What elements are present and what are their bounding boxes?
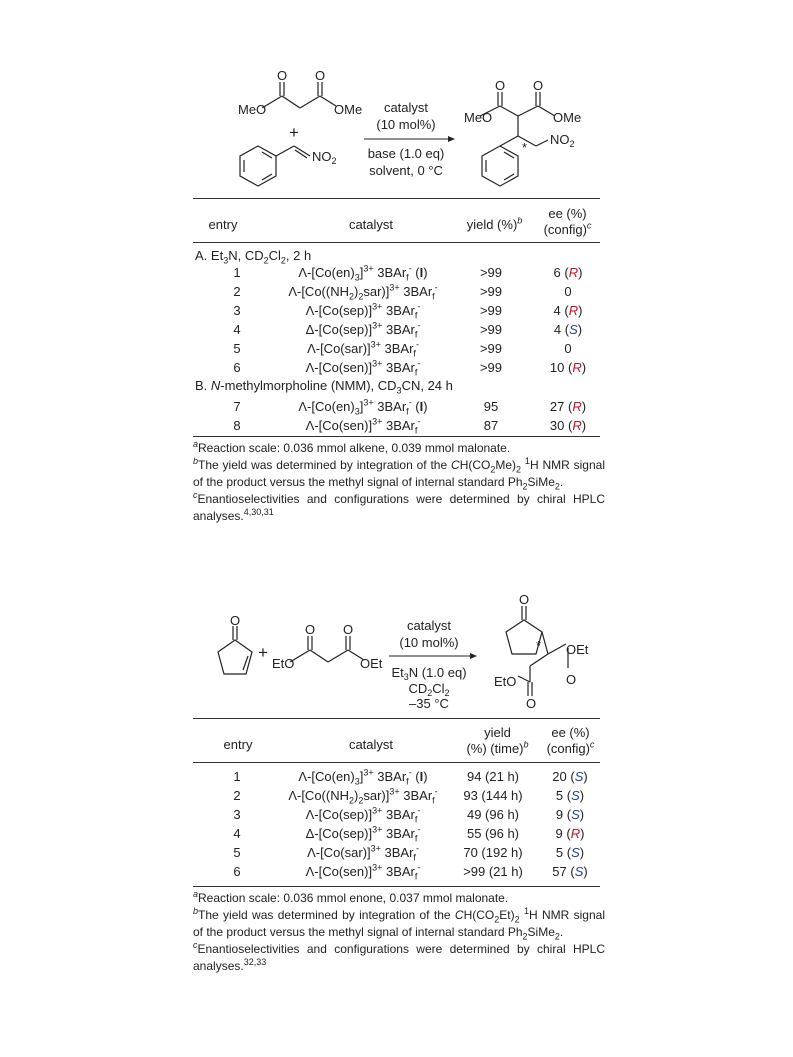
arrow-label-temperature: –35 °C	[409, 696, 449, 711]
cell-yield: >99	[479, 341, 503, 356]
header-time: (%) (time)$^b$	[466, 739, 529, 756]
cell-entry: 4	[233, 826, 241, 841]
cell-entry: 7	[233, 399, 241, 414]
config-label: S	[574, 769, 584, 784]
config-label: S	[569, 322, 578, 337]
table-row	[193, 807, 600, 827]
table-row	[193, 360, 600, 380]
cell-catalyst: $\Lambda-[Co(sen)]^{3+}$ 3BAr$_f$-	[305, 416, 421, 436]
table-rule-top	[193, 198, 600, 199]
header-entry: entry	[208, 217, 238, 232]
carbonyl-o-label: O	[305, 622, 316, 637]
reaction-scheme-1	[0, 60, 793, 200]
ome-label: OMe	[334, 102, 363, 117]
cell-ee: 57 (S)	[552, 864, 588, 879]
cell-entry: 4	[233, 322, 241, 337]
dimethyl-malonate	[262, 82, 336, 108]
table-row	[193, 399, 600, 419]
cell-yield: >99	[479, 303, 503, 318]
stereocenter-star: *	[522, 140, 528, 155]
cell-entry: 6	[233, 360, 241, 375]
config-label: R	[572, 360, 582, 375]
carbonyl-o-label: O	[495, 78, 506, 93]
cell-entry: 3	[233, 303, 241, 318]
nitro-group-label: $NO_2$	[312, 149, 337, 166]
header-config: (config)$^c$	[543, 220, 592, 237]
config-label: R	[572, 399, 582, 414]
diethyl-malonate	[290, 636, 364, 662]
table-row	[193, 322, 600, 342]
header-config: (config)$^c$	[546, 739, 595, 756]
table-rule-bottom	[193, 436, 600, 437]
cell-entry: 2	[233, 788, 241, 803]
cell-yield: 94 (21 h)	[466, 769, 520, 784]
config-label: S	[574, 864, 584, 879]
section-a-conditions: A. $Et_3N$, $CD_2Cl_2$, 2 h	[195, 248, 312, 266]
cell-yield: >99	[479, 265, 503, 280]
config-label: R	[570, 826, 581, 841]
cyclopentenone	[218, 626, 252, 674]
header-ee: ee (%)	[551, 725, 590, 740]
cell-yield: >99	[479, 284, 503, 299]
cell-ee: 0	[564, 284, 572, 299]
cell-entry: 1	[233, 265, 241, 280]
cell-catalyst: $\Lambda-[Co(sep)]^{3+}$ 3BAr$_f$-	[305, 805, 421, 825]
table1-footnotes	[193, 440, 605, 525]
michael-adduct-1	[480, 92, 555, 186]
cell-catalyst: $\Lambda-[Co(sen)]^{3+}$ 3BAr$_f$-	[305, 358, 421, 378]
table-rule-header	[193, 762, 600, 763]
footnote-c: $^c$Enantioselectivities and configurations were determined by chiral HPLC analyses.$^{32,33}$	[193, 940, 605, 973]
table-row	[193, 826, 600, 846]
cell-entry: 2	[233, 284, 241, 299]
cell-entry: 6	[233, 864, 241, 879]
cell-yield: 87	[483, 418, 499, 433]
config-label: S	[571, 788, 580, 803]
cell-yield: 49 (96 h)	[466, 807, 520, 822]
cell-yield: 55 (96 h)	[466, 826, 520, 841]
cell-ee: 20 (S)	[552, 769, 588, 784]
cell-yield: >99 (21 h)	[463, 864, 523, 879]
cell-ee: 27 (R)	[549, 399, 587, 414]
cell-catalyst: $\Delta-[Co(sep)]^{3+}$ 3BAr$_f$-	[305, 320, 421, 340]
cell-ee: 4 (S)	[553, 322, 583, 337]
eto-label: EtO	[272, 656, 295, 671]
stereocenter-star: *	[536, 638, 542, 653]
carbonyl-o-label: O	[526, 696, 537, 711]
table-row	[193, 341, 600, 361]
cell-yield: 95	[483, 399, 499, 414]
meo-label: MeO	[464, 110, 493, 125]
carbonyl-o-label: O	[533, 78, 544, 93]
reaction-scheme-2	[0, 592, 793, 717]
cell-catalyst: $\Lambda-[Co(sen)]^{3+}$ 3BAr$_f$-	[305, 862, 421, 882]
footnote-a: $^a$Reaction scale: 0.036 mmol alkene, 0.039 mmol malonate.	[193, 439, 511, 455]
arrow-label-base: base (1.0 eq)	[367, 146, 445, 161]
cell-ee: 5 (S)	[555, 845, 585, 860]
section-b-conditions: B. N-methylmorpholine (NMM), $CD_3CN$, 24 h	[195, 378, 453, 396]
header-catalyst: catalyst	[348, 737, 394, 752]
cell-catalyst: $\Lambda-[Co(en)_3]^{3+}$ 3BAr$_f$- (I)	[298, 397, 428, 417]
table-row	[193, 284, 600, 304]
arrow-head	[470, 653, 477, 659]
cell-catalyst: $\Lambda-[Co(sar)]^{3+}$ 3BAr$_f$-	[307, 843, 419, 863]
table-row	[193, 303, 600, 323]
oet-label: OEt	[360, 656, 383, 671]
arrow-label-solvent: solvent, 0 °C	[369, 163, 443, 178]
cell-catalyst: $\Delta-[Co(sep)]^{3+}$ 3BAr$_f$-	[305, 824, 421, 844]
carbonyl-o-label: O	[566, 672, 577, 687]
cell-yield: >99	[479, 360, 503, 375]
arrow-label-base: $Et_3N$ (1.0 eq)	[391, 665, 467, 682]
cell-yield: 93 (144 h)	[463, 788, 523, 803]
cell-ee: 6 (R)	[553, 265, 583, 280]
carbonyl-o-label: O	[230, 613, 241, 628]
footnote-c: $^c$Enantioselectivities and configurations were determined by chiral HPLC analyses.$^{4,30,31}$	[193, 490, 605, 523]
header-ee: ee (%)	[548, 206, 587, 221]
cell-yield: 70 (192 h)	[463, 845, 523, 860]
cell-entry: 5	[233, 341, 241, 356]
header-entry: entry	[223, 737, 253, 752]
table-row	[193, 788, 600, 808]
config-label: R	[568, 303, 579, 318]
carbonyl-o-label: O	[343, 622, 354, 637]
table-rule-header	[193, 242, 600, 243]
header-yield: yield (%)$^b$	[466, 215, 523, 232]
table-rule-bottom	[193, 886, 600, 887]
table-row	[193, 418, 600, 438]
cell-ee: 5 (S)	[555, 788, 585, 803]
footnote-b: $^b$The yield was determined by integration of the $CH(CO_2Me)_2$ $^1$H NMR signal of the product versus the methyl signal of internal standard $Ph_2SiMe_2$.	[193, 456, 605, 492]
arrow-label-catalyst: catalyst	[406, 618, 452, 633]
header-yield: yield	[484, 725, 511, 740]
ome-label: OMe	[553, 110, 582, 125]
arrow-label-loading: (10 mol%)	[399, 635, 459, 650]
config-label: R	[568, 265, 579, 280]
cell-ee: 4 (R)	[553, 303, 583, 318]
cell-catalyst: $\Lambda-[Co((NH_2)_2sar)]^{3+}$ 3BAr$_f$-	[288, 282, 438, 302]
arrow-label-solvent: $CD_2Cl_2$	[408, 681, 450, 698]
cell-ee: 9 (R)	[555, 826, 585, 841]
cell-catalyst: $\Lambda-[Co(en)_3]^{3+}$ 3BAr$_f$- (I)	[298, 263, 428, 283]
cell-entry: 1	[233, 769, 241, 784]
config-label: S	[571, 845, 580, 860]
config-label: R	[572, 418, 582, 433]
plus-sign: +	[258, 643, 268, 662]
oet-label: OEt	[566, 642, 589, 657]
cell-ee: 10 (R)	[549, 360, 587, 375]
table-rule-top	[193, 718, 600, 719]
cell-catalyst: $\Lambda-[Co(sep)]^{3+}$ 3BAr$_f$-	[305, 301, 421, 321]
header-catalyst: catalyst	[348, 217, 394, 232]
plus-sign: +	[289, 123, 299, 142]
table-row	[193, 845, 600, 865]
cell-entry: 8	[233, 418, 241, 433]
nitro-group-label: $NO_2$	[550, 132, 575, 149]
meo-label: MeO	[238, 102, 267, 117]
arrow-head	[448, 136, 455, 142]
footnote-b: $^b$The yield was determined by integration of the $CH(CO_2Et)_2$ $^1$H NMR signal of the product versus the methyl signal of internal standard $Ph_2SiMe_2$.	[193, 906, 605, 942]
carbonyl-o-label: O	[315, 68, 326, 83]
cell-catalyst: $\Lambda-[Co(sar)]^{3+}$ 3BAr$_f$-	[307, 339, 419, 359]
cell-yield: >99	[479, 322, 503, 337]
table-row	[193, 864, 600, 884]
config-label: S	[571, 807, 580, 822]
cell-entry: 5	[233, 845, 241, 860]
table2-footnotes	[193, 890, 605, 975]
cell-entry: 3	[233, 807, 241, 822]
arrow-label-loading: (10 mol%)	[376, 117, 436, 132]
cell-ee: 9 (S)	[555, 807, 585, 822]
carbonyl-o-label: O	[277, 68, 288, 83]
nitrostyrene	[240, 146, 310, 186]
cell-catalyst: $\Lambda-[Co(en)_3]^{3+}$ 3BAr$_f$- (I)	[298, 767, 428, 787]
footnote-a: $^a$Reaction scale: 0.036 mmol enone, 0.037 mmol malonate.	[193, 889, 509, 905]
cell-ee: 30 (R)	[549, 418, 587, 433]
arrow-label-catalyst: catalyst	[383, 100, 429, 115]
eto-label: EtO	[494, 674, 517, 689]
ketone-o-label: O	[519, 592, 530, 607]
cell-ee: 0	[564, 341, 572, 356]
cell-catalyst: $\Lambda-[Co((NH_2)_2sar)]^{3+}$ 3BAr$_f$-	[288, 786, 438, 806]
